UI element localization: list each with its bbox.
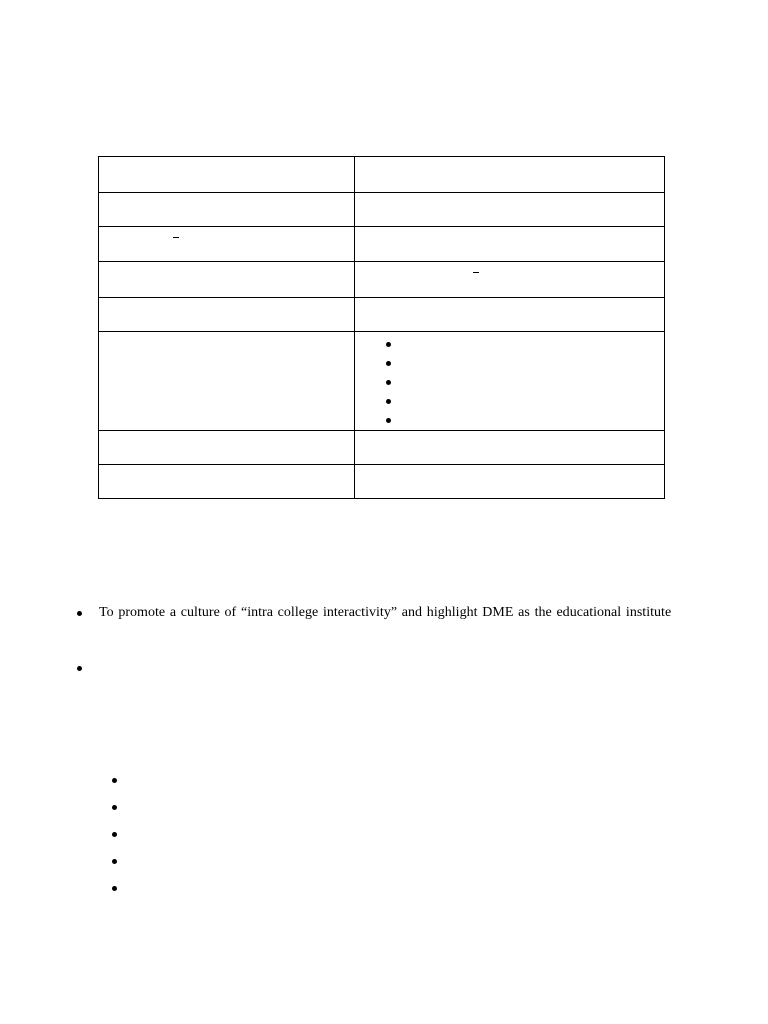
table-row bbox=[99, 332, 665, 431]
table-cell bbox=[99, 431, 355, 465]
bullet-icon bbox=[77, 666, 82, 671]
bullet-icon bbox=[77, 611, 82, 616]
bullet-icon bbox=[386, 380, 391, 385]
table-cell bbox=[99, 157, 355, 193]
table-cell bbox=[99, 193, 355, 227]
objective-text: To promote a culture of “intra college interactivity” and highlight DME as the educational institute bbox=[99, 605, 672, 620]
table-cell bbox=[99, 465, 355, 499]
table-cell bbox=[99, 298, 355, 332]
table-cell bbox=[355, 465, 665, 499]
table-cell bbox=[355, 193, 665, 227]
table-row bbox=[99, 298, 665, 332]
table-cell bbox=[355, 298, 665, 332]
table-cell bbox=[355, 332, 665, 431]
table-row bbox=[99, 227, 665, 262]
table-row bbox=[99, 465, 665, 499]
table-row bbox=[99, 431, 665, 465]
bullet-icon bbox=[386, 399, 391, 404]
bullet-icon bbox=[112, 886, 117, 891]
bullet-icon bbox=[112, 778, 117, 783]
table-row bbox=[99, 193, 665, 227]
bullet-icon bbox=[386, 342, 391, 347]
details-table bbox=[98, 156, 665, 499]
dash-mark bbox=[173, 237, 179, 238]
bullet-icon bbox=[112, 805, 117, 810]
table-cell bbox=[99, 227, 355, 262]
table-cell bbox=[355, 262, 665, 298]
table-cell bbox=[355, 431, 665, 465]
dash-mark bbox=[473, 272, 479, 273]
bullet-icon bbox=[386, 418, 391, 423]
bullet-icon bbox=[386, 361, 391, 366]
table-row bbox=[99, 262, 665, 298]
bullet-icon bbox=[112, 859, 117, 864]
table-cell bbox=[355, 227, 665, 262]
table-row bbox=[99, 157, 665, 193]
table-cell bbox=[355, 157, 665, 193]
table-cell bbox=[99, 262, 355, 298]
table-cell bbox=[99, 332, 355, 431]
bullet-icon bbox=[112, 832, 117, 837]
